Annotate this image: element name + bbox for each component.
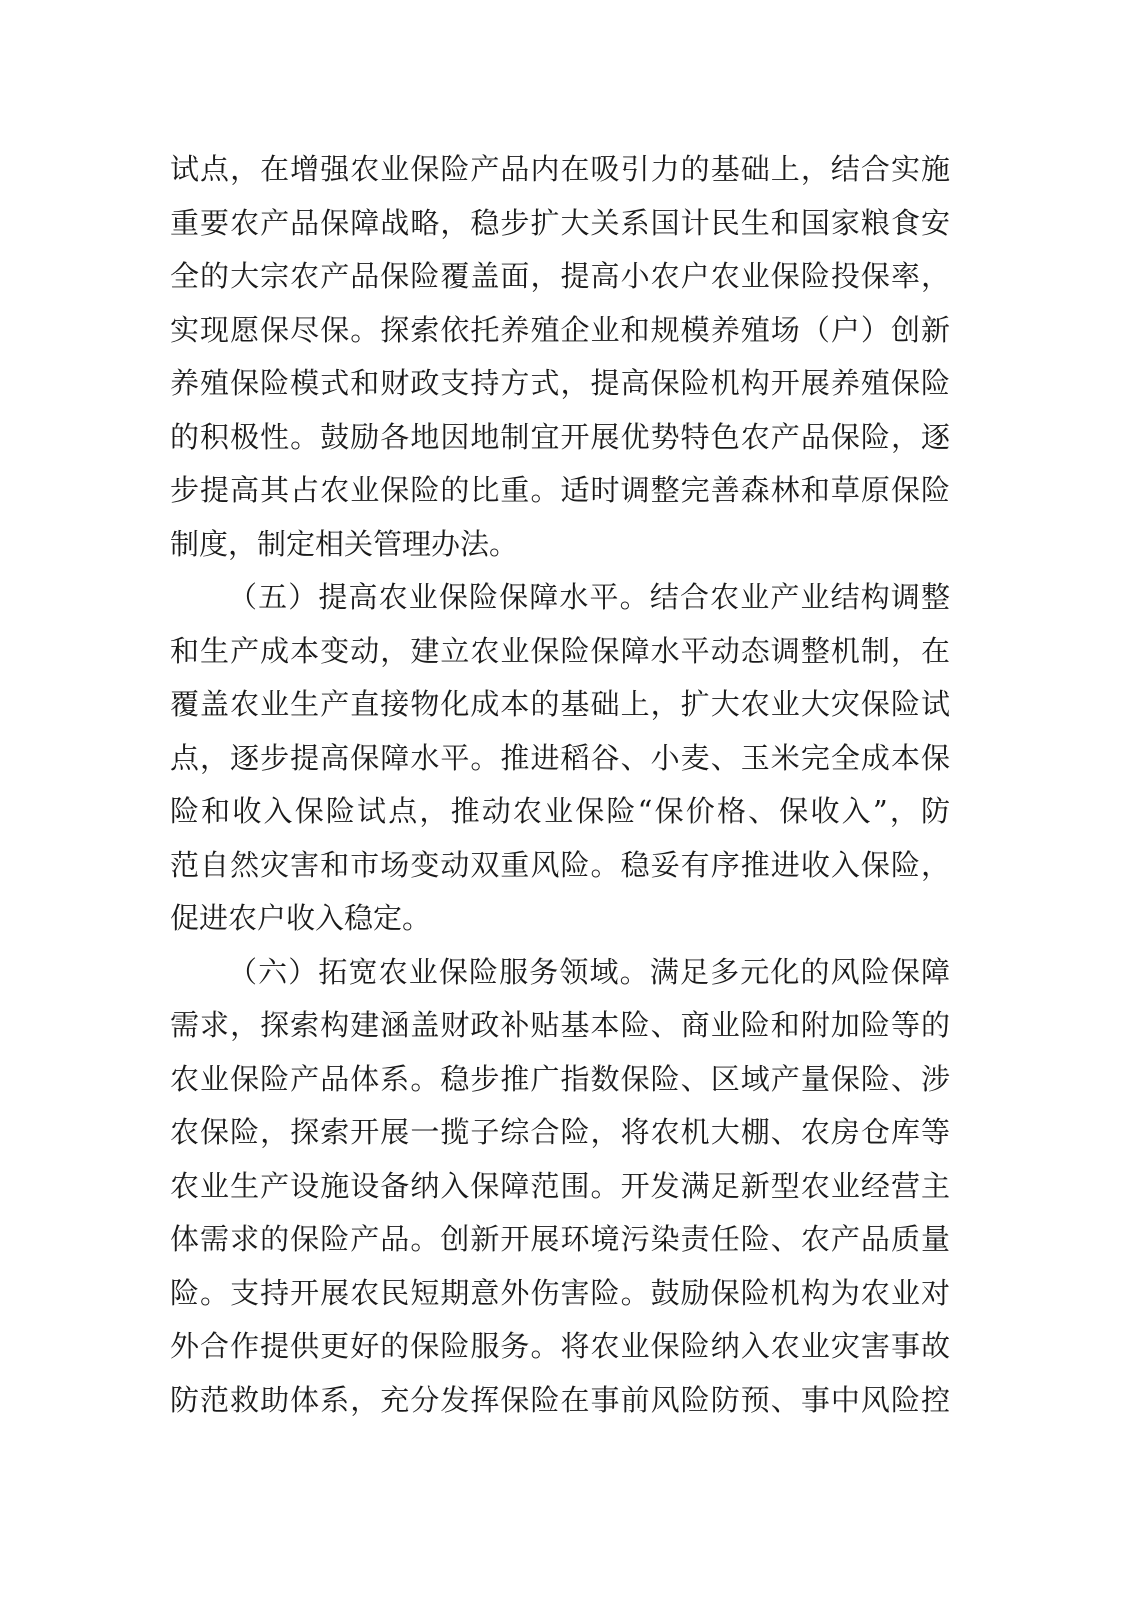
text-line: 需求，探索构建涵盖财政补贴基本险、商业险和附加险等的 <box>170 1008 950 1042</box>
text-line: 农业保险产品体系。稳步推广指数保险、区域产量保险、涉 <box>170 1061 950 1096</box>
text-line: 制度，制定相关管理办法。 <box>170 526 519 561</box>
text-line: 农保险，探索开展一揽子综合险，将农机大棚、农房仓库等 <box>170 1115 950 1149</box>
text-line: 实现愿保尽保。探索依托养殖企业和规模养殖场（户）创新 <box>170 312 950 347</box>
text-line: 试点，在增强农业保险产品内在吸引力的基础上，结合实施 <box>170 152 950 186</box>
text-line: 体需求的保险产品。创新开展环境污染责任险、农产品质量 <box>170 1222 950 1256</box>
text-line: 和生产成本变动，建立农业保险保障水平动态调整机制，在 <box>170 633 950 668</box>
text-line: 促进农户收入稳定。 <box>170 901 432 935</box>
text-line: 养殖保险模式和财政支持方式，提高保险机构开展养殖保险 <box>170 366 950 400</box>
text-line: 的积极性。鼓励各地因地制宜开展优势特色农产品保险，逐 <box>170 419 950 454</box>
document-body <box>170 143 950 1427</box>
text-line: 农业生产设施设备纳入保障范围。开发满足新型农业经营主 <box>170 1168 950 1203</box>
text-line: 全的大宗农产品保险覆盖面，提高小农户农业保险投保率， <box>170 259 950 293</box>
paragraph-heading-line: （五）提高农业保险保障水平。结合农业产业结构调整 <box>228 580 950 614</box>
text-line: 范自然灾害和市场变动双重风险。稳妥有序推进收入保险， <box>170 847 950 882</box>
text-line: 步提高其占农业保险的比重。适时调整完善森林和草原保险 <box>170 473 950 507</box>
text-line: 点，逐步提高保障水平。推进稻谷、小麦、玉米完全成本保 <box>170 740 950 775</box>
text-line: 覆盖农业生产直接物化成本的基础上，扩大农业大灾保险试 <box>170 687 950 721</box>
text-line: 外合作提供更好的保险服务。将农业保险纳入农业灾害事故 <box>170 1329 950 1363</box>
text-line: 防范救助体系，充分发挥保险在事前风险防预、事中风险控 <box>170 1382 950 1417</box>
paragraph-heading-line: （六）拓宽农业保险服务领域。满足多元化的风险保障 <box>228 954 950 989</box>
text-line: 重要农产品保障战略，稳步扩大关系国计民生和国家粮食安 <box>170 205 950 240</box>
text-line: 险。支持开展农民短期意外伤害险。鼓励保险机构为农业对 <box>170 1275 950 1310</box>
text-line: 险和收入保险试点，推动农业保险“保价格、保收入”，防 <box>170 794 950 828</box>
